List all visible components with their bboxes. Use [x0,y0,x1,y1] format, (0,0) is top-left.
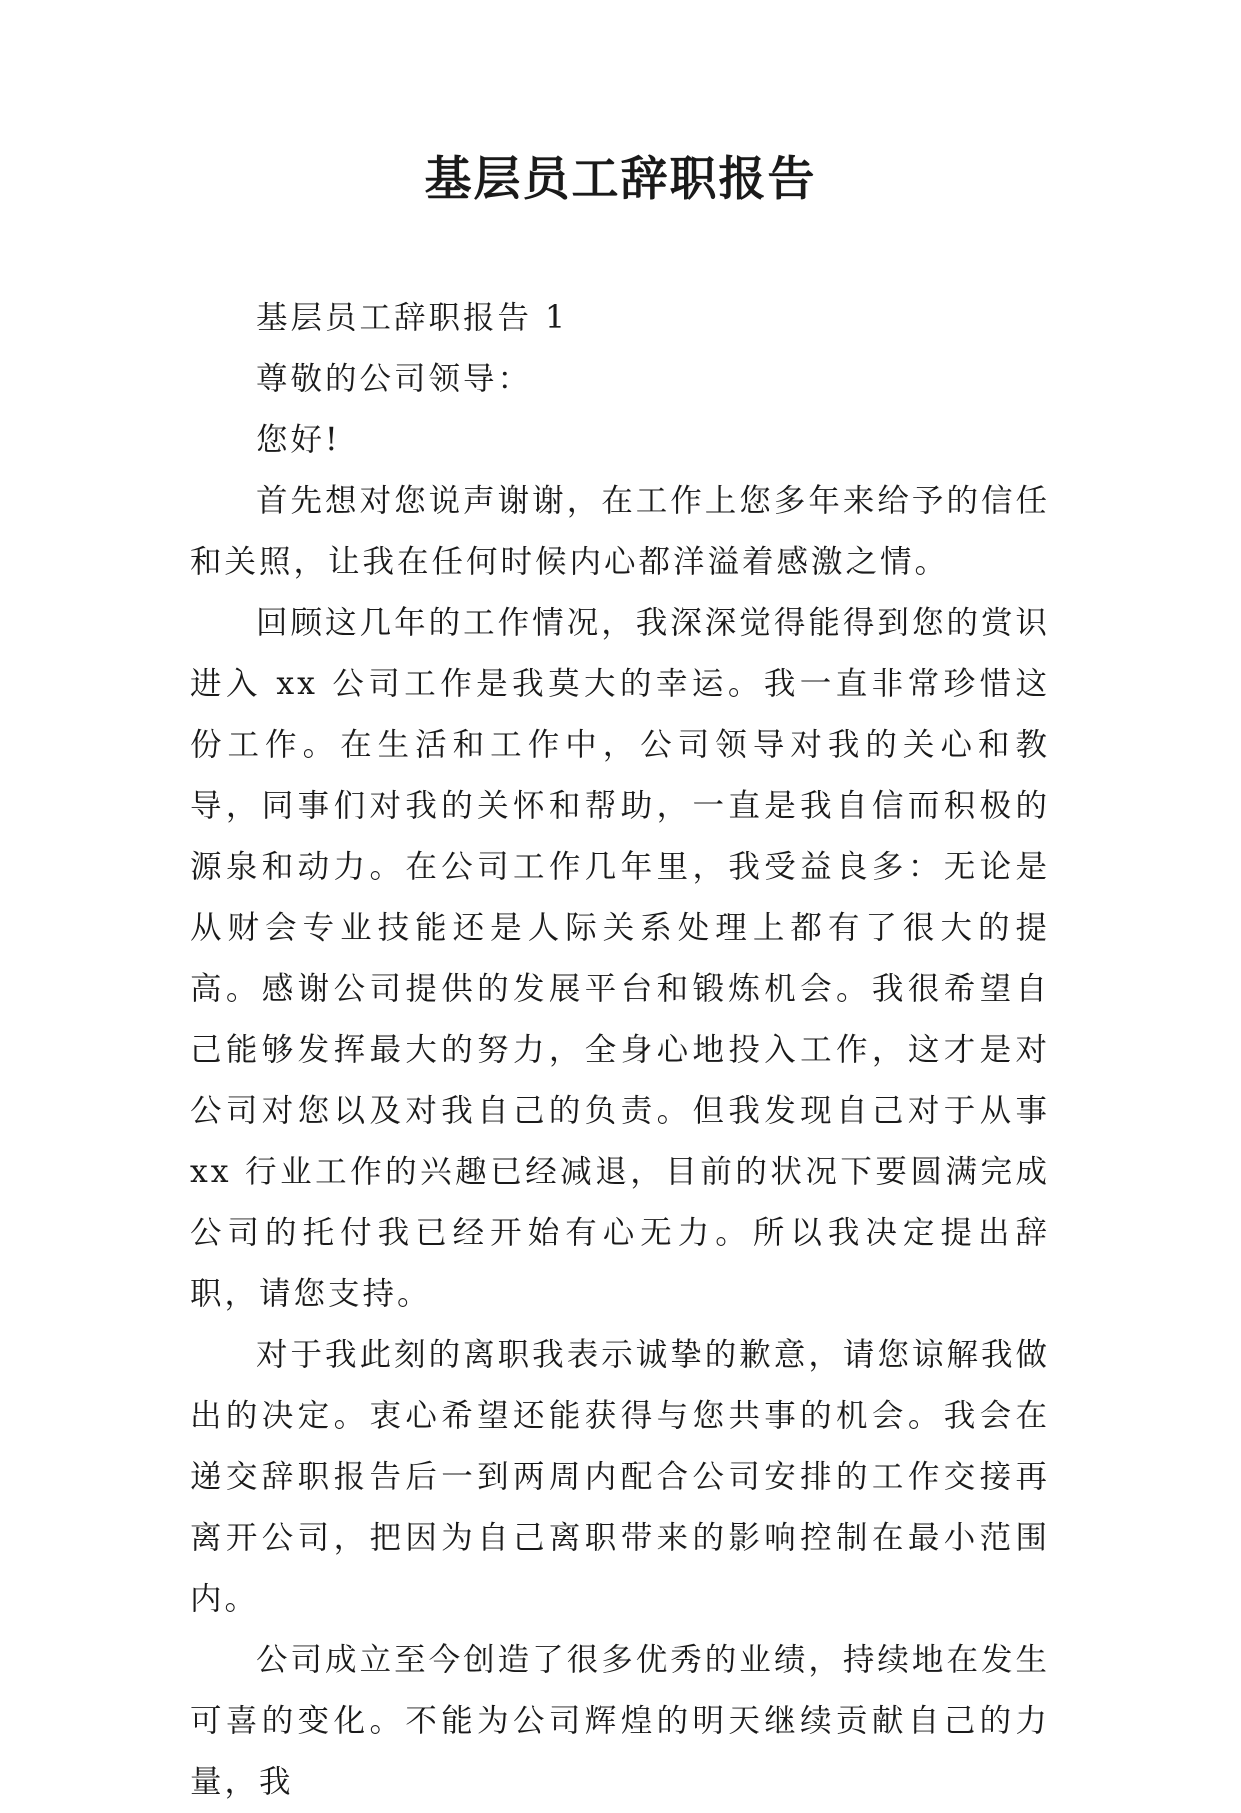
report-heading: 基层员工辞职报告 1 [256,300,569,336]
body-paragraph: 对于我此刻的离职我表示诚挚的歉意，请您谅解我做出的决定。衷心希望还能获得与您共事的机会。我会在递交辞职报告后一到两周内配合公司安排的工作交接再离开公司，把因为自己离职带来的影响控制在最小范围内。 [190,1337,1050,1617]
document-title: 基层员工辞职报告 [424,152,817,207]
salutation: 尊敬的公司领导： [256,361,533,397]
body-paragraph: 回顾这几年的工作情况，我深深觉得能得到您的赏识进入 xx 公司工作是我莫大的幸运。我一直非常珍惜这份工作。在生活和工作中，公司领导对我的关心和教导，同事们对我的关怀和帮助，一直是我自信而积极的源泉和动力。在公司工作几年里，我受益良多：无论是从财会专业技能还是人际关系处理上都有了很大的提高。感谢公司提供的发展平台和锻炼机会。我很希望自己能够发挥最大的努力，全身心地投入工作，这才是对公司对您以及对我自己的负责。但我发现自己对于从事 xx 行业工作的兴趣已经减退，目前的状况下要圆满完成公司的托付我已经开始有心无力。所以我决定提出辞职，请您支持。 [190,605,1050,1312]
greeting: 您好! [256,422,341,458]
body-paragraph: 公司成立至今创造了很多优秀的业绩，持续地在发生可喜的变化。不能为公司辉煌的明天继续贡献自己的力量，我 [190,1642,1050,1800]
body-paragraph: 首先想对您说声谢谢，在工作上您多年来给予的信任和关照，让我在任何时候内心都洋溢着感激之情。 [190,483,1050,580]
document-body [190,288,1050,1813]
